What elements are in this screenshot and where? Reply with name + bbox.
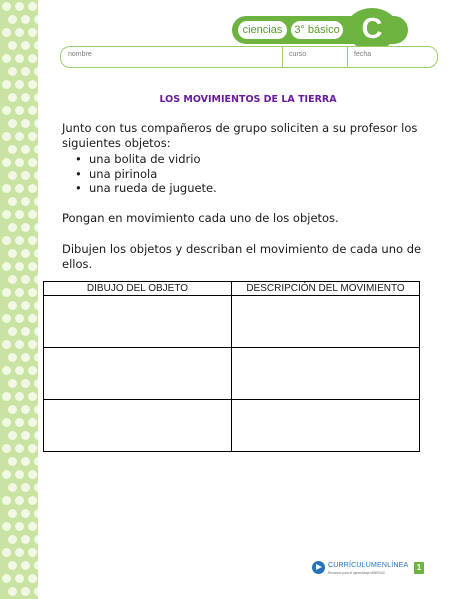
strip-dot	[28, 2, 37, 11]
strip-dot	[28, 418, 37, 427]
strip-dot	[21, 535, 30, 544]
strip-dot	[34, 405, 38, 414]
grade-chip: 3° básico	[291, 21, 343, 39]
strip-dot	[2, 548, 11, 557]
strip-dot	[8, 327, 17, 336]
table-header-row	[44, 282, 420, 296]
strip-dot	[28, 366, 37, 375]
strip-dot	[8, 119, 17, 128]
strip-dot	[28, 392, 37, 401]
strip-dot	[15, 314, 24, 323]
strip-dot	[8, 457, 17, 466]
intro-paragraph: Junto con tus compañeros de grupo soliciten a su profesor los siguientes objetos:	[62, 121, 418, 150]
description-cell[interactable]	[232, 296, 420, 348]
student-info-fields	[60, 46, 438, 68]
list-item	[75, 181, 375, 196]
strip-dot	[28, 444, 37, 453]
strip-dot	[21, 327, 30, 336]
strip-dot	[15, 470, 24, 479]
strip-dot	[34, 457, 38, 466]
strip-dot	[21, 483, 30, 492]
strip-dot	[2, 262, 11, 271]
page-number-badge: 1	[414, 562, 424, 574]
strip-dot	[21, 67, 30, 76]
strip-dot	[21, 119, 30, 128]
strip-dot	[2, 236, 11, 245]
answer-table	[43, 281, 420, 452]
strip-dot	[15, 340, 24, 349]
strip-dot	[34, 379, 38, 388]
strip-dot	[8, 223, 17, 232]
list-item	[75, 152, 375, 167]
strip-dot	[8, 67, 17, 76]
strip-dot	[28, 236, 37, 245]
strip-dot	[28, 496, 37, 505]
strip-dot	[2, 496, 11, 505]
strip-dot	[15, 522, 24, 531]
strip-dot	[34, 41, 38, 50]
strip-dot	[28, 262, 37, 271]
strip-dot	[2, 54, 11, 63]
strip-dot	[8, 171, 17, 180]
objects-list	[75, 152, 375, 196]
strip-dot	[34, 587, 38, 596]
bullet-icon: •	[75, 166, 82, 181]
strip-dot	[2, 184, 11, 193]
strip-dot	[8, 93, 17, 102]
strip-dot	[15, 574, 24, 583]
strip-dot	[28, 28, 37, 37]
strip-dot	[34, 561, 38, 570]
strip-dot	[8, 145, 17, 154]
worksheet-title: LOS MOVIMIENTOS DE LA TIERRA	[159, 94, 337, 105]
strip-dot	[2, 392, 11, 401]
strip-dot	[28, 548, 37, 557]
strip-dot	[15, 496, 24, 505]
strip-dot	[28, 470, 37, 479]
table-row	[44, 348, 420, 400]
strip-dot	[21, 353, 30, 362]
bullet-icon: •	[75, 152, 82, 166]
strip-dot	[2, 314, 11, 323]
strip-dot	[28, 314, 37, 323]
strip-dot	[21, 457, 30, 466]
strip-dot	[2, 574, 11, 583]
brand-name: CURRÍCULUMENLÍNEA	[328, 562, 409, 569]
drawing-cell[interactable]	[44, 400, 232, 452]
strip-dot	[21, 145, 30, 154]
strip-dot	[8, 431, 17, 440]
strip-dot	[8, 249, 17, 258]
strip-dot	[28, 132, 37, 141]
subject-chip: ciencias	[238, 21, 287, 39]
strip-dot	[28, 574, 37, 583]
strip-dot	[28, 210, 37, 219]
strip-dot	[8, 587, 17, 596]
strip-dot	[8, 483, 17, 492]
strip-dot	[2, 106, 11, 115]
strip-dot	[15, 236, 24, 245]
strip-dot	[34, 483, 38, 492]
strip-dot	[21, 197, 30, 206]
strip-dot	[15, 548, 24, 557]
strip-dot	[8, 41, 17, 50]
strip-dot	[8, 301, 17, 310]
strip-dot	[21, 379, 30, 388]
strip-dot	[8, 275, 17, 284]
bullet-icon: •	[75, 181, 82, 195]
strip-dot	[34, 301, 38, 310]
strip-dot	[28, 54, 37, 63]
strip-dot	[8, 353, 17, 362]
name-field-label: nombre	[68, 51, 92, 58]
strip-dot	[15, 184, 24, 193]
strip-dot	[15, 80, 24, 89]
field-separator	[282, 47, 283, 67]
strip-dot	[34, 327, 38, 336]
strip-dot	[2, 288, 11, 297]
subject-letter-badge: C	[346, 8, 398, 50]
play-arrow-logo-icon	[312, 561, 325, 574]
strip-dot	[15, 158, 24, 167]
strip-dot	[8, 509, 17, 518]
strip-dot	[8, 379, 17, 388]
strip-dot	[2, 132, 11, 141]
strip-dot	[2, 80, 11, 89]
strip-dot	[8, 15, 17, 24]
strip-dot	[34, 535, 38, 544]
strip-dot	[2, 210, 11, 219]
strip-dot	[21, 405, 30, 414]
drawing-cell[interactable]	[44, 348, 232, 400]
column-header-drawing: DIBUJO DEL OBJETO	[44, 282, 232, 296]
strip-dot	[15, 366, 24, 375]
drawing-cell[interactable]	[44, 296, 232, 348]
strip-dot	[21, 249, 30, 258]
date-field-label: fecha	[354, 51, 372, 58]
strip-dot	[21, 223, 30, 232]
strip-dot	[34, 275, 38, 284]
strip-dot	[15, 2, 24, 11]
strip-dot	[15, 444, 24, 453]
description-cell[interactable]	[232, 400, 420, 452]
strip-dot	[34, 223, 38, 232]
strip-dot	[21, 15, 30, 24]
strip-dot	[8, 535, 17, 544]
strip-dot	[21, 561, 30, 570]
strip-dot	[2, 2, 11, 11]
strip-dot	[15, 392, 24, 401]
table-row	[44, 296, 420, 348]
decorative-dot-strip	[0, 0, 38, 599]
list-item	[75, 167, 375, 182]
instruction-draw: Dibujen los objetos y describan el movimiento de cada uno de ellos.	[62, 242, 422, 271]
strip-dot	[28, 106, 37, 115]
strip-dot	[2, 470, 11, 479]
strip-dot	[2, 418, 11, 427]
strip-dot	[34, 431, 38, 440]
strip-dot	[34, 197, 38, 206]
list-item-text: una rueda de juguete.	[89, 181, 217, 195]
strip-dot	[21, 301, 30, 310]
strip-dot	[2, 366, 11, 375]
strip-dot	[15, 210, 24, 219]
strip-dot	[21, 275, 30, 284]
strip-dot	[34, 171, 38, 180]
strip-dot	[2, 522, 11, 531]
strip-dot	[2, 158, 11, 167]
table-row	[44, 400, 420, 452]
strip-dot	[15, 54, 24, 63]
strip-dot	[15, 132, 24, 141]
strip-dot	[28, 340, 37, 349]
list-item-text: una bolita de vidrio	[89, 152, 201, 166]
strip-dot	[15, 106, 24, 115]
course-field-label: curso	[289, 51, 307, 58]
strip-dot	[2, 340, 11, 349]
strip-dot	[21, 93, 30, 102]
brand-tagline: Recursos para el aprendizaje MINEDUC	[328, 571, 386, 575]
column-header-description: DESCRIPCIÓN DEL MOVIMIENTO	[232, 282, 420, 296]
strip-dot	[34, 509, 38, 518]
strip-dot	[34, 249, 38, 258]
strip-dot	[2, 444, 11, 453]
strip-dot	[21, 509, 30, 518]
strip-dot	[28, 288, 37, 297]
strip-dot	[15, 418, 24, 427]
instruction-move: Pongan en movimiento cada uno de los objetos.	[62, 211, 339, 225]
strip-dot	[21, 431, 30, 440]
strip-dot	[8, 405, 17, 414]
strip-dot	[21, 41, 30, 50]
strip-dot	[15, 28, 24, 37]
field-separator	[347, 47, 348, 67]
strip-dot	[8, 197, 17, 206]
strip-dot	[28, 80, 37, 89]
strip-dot	[15, 262, 24, 271]
strip-dot	[34, 15, 38, 24]
strip-dot	[34, 145, 38, 154]
strip-dot	[34, 119, 38, 128]
list-item-text: una pirinola	[89, 166, 158, 181]
strip-dot	[15, 288, 24, 297]
strip-dot	[21, 587, 30, 596]
strip-dot	[8, 561, 17, 570]
strip-dot	[28, 522, 37, 531]
strip-dot	[2, 28, 11, 37]
description-cell[interactable]	[232, 348, 420, 400]
strip-dot	[34, 353, 38, 362]
strip-dot	[34, 67, 38, 76]
strip-dot	[21, 171, 30, 180]
strip-dot	[28, 184, 37, 193]
strip-dot	[28, 158, 37, 167]
